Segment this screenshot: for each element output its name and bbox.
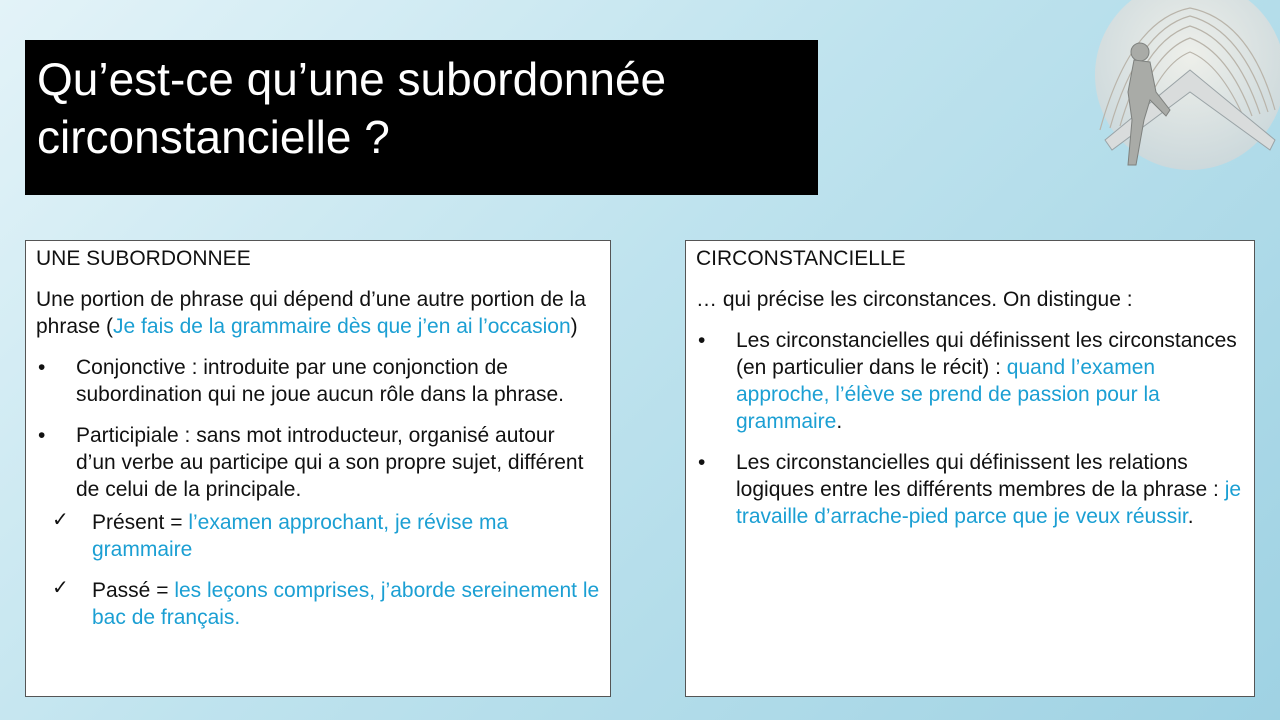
list-item: [696, 327, 1244, 435]
bullet-icon: •: [38, 424, 46, 447]
definition-text: Une portion de phrase qui dépend d’une autre portion de la phrase (: [36, 288, 586, 338]
subitem-label: Présent =: [92, 511, 189, 534]
list-item: [36, 354, 600, 408]
category-list: [696, 327, 1244, 530]
item-example: je travaille d’arrache-pied parce que je veux réussir: [736, 478, 1242, 528]
bullet-icon: •: [698, 451, 706, 474]
circonstancielle-panel: [685, 240, 1255, 697]
term: circonstances: [1108, 329, 1237, 352]
item-example: quand l’examen approche, l’élève se prend de passion pour la grammaire: [736, 356, 1160, 433]
term-description: : introduite par une conjonction de subordination qui ne joue aucun rôle dans la phrase.: [76, 356, 565, 406]
item-text: (en particulier dans le récit) :: [736, 356, 1007, 379]
title-line-1: Qu’est-ce qu’une subordonnée: [37, 53, 667, 105]
panel-heading: UNE SUBORDONNEE: [36, 247, 251, 270]
list-item: [36, 422, 600, 631]
checkmark-icon: ✓: [52, 509, 69, 531]
definition-end: ): [570, 315, 578, 338]
checkmark-icon: ✓: [52, 577, 69, 599]
title-line-2: circonstancielle ?: [37, 111, 390, 163]
book-sculpture-image: [1070, 0, 1280, 185]
item-text: entre les différents membres de la phrase :: [814, 478, 1225, 501]
slide-title: [25, 40, 818, 195]
sublist-item: [36, 577, 600, 631]
term: Conjonctive: [76, 356, 186, 379]
subitem-label: Passé =: [92, 579, 175, 602]
item-end: .: [1187, 505, 1194, 528]
definition-example: Je fais de la grammaire dès que j’en ai l’occasion: [113, 315, 571, 338]
panel-heading: CIRCONSTANCIELLE: [696, 247, 906, 270]
term: relations logiques: [736, 451, 1188, 501]
sublist-item: [36, 509, 600, 563]
subitem-example: les leçons comprises, j’aborde sereinement le bac de français.: [92, 579, 600, 629]
subitem-example: l’examen approchant, je révise ma grammaire: [92, 511, 509, 561]
type-list: [36, 354, 600, 631]
bullet-icon: •: [38, 356, 46, 379]
item-text: Les circonstancielles qui définissent les: [736, 329, 1109, 352]
intro-paragraph: … qui précise les circonstances. On distingue :: [696, 288, 1133, 311]
item-text: Les circonstancielles qui définissent les: [736, 451, 1109, 474]
participle-sublist: [36, 509, 600, 631]
item-end: .: [836, 410, 843, 433]
term-description: : sans mot introducteur, organisé autour d’un verbe au participe qui a son propre sujet, différent de celui de la principale.: [76, 424, 584, 501]
list-item: [696, 449, 1244, 530]
subordonnee-panel: [25, 240, 611, 697]
definition-paragraph: [36, 286, 600, 340]
bullet-icon: •: [698, 329, 706, 352]
term: Participiale: [76, 424, 179, 447]
